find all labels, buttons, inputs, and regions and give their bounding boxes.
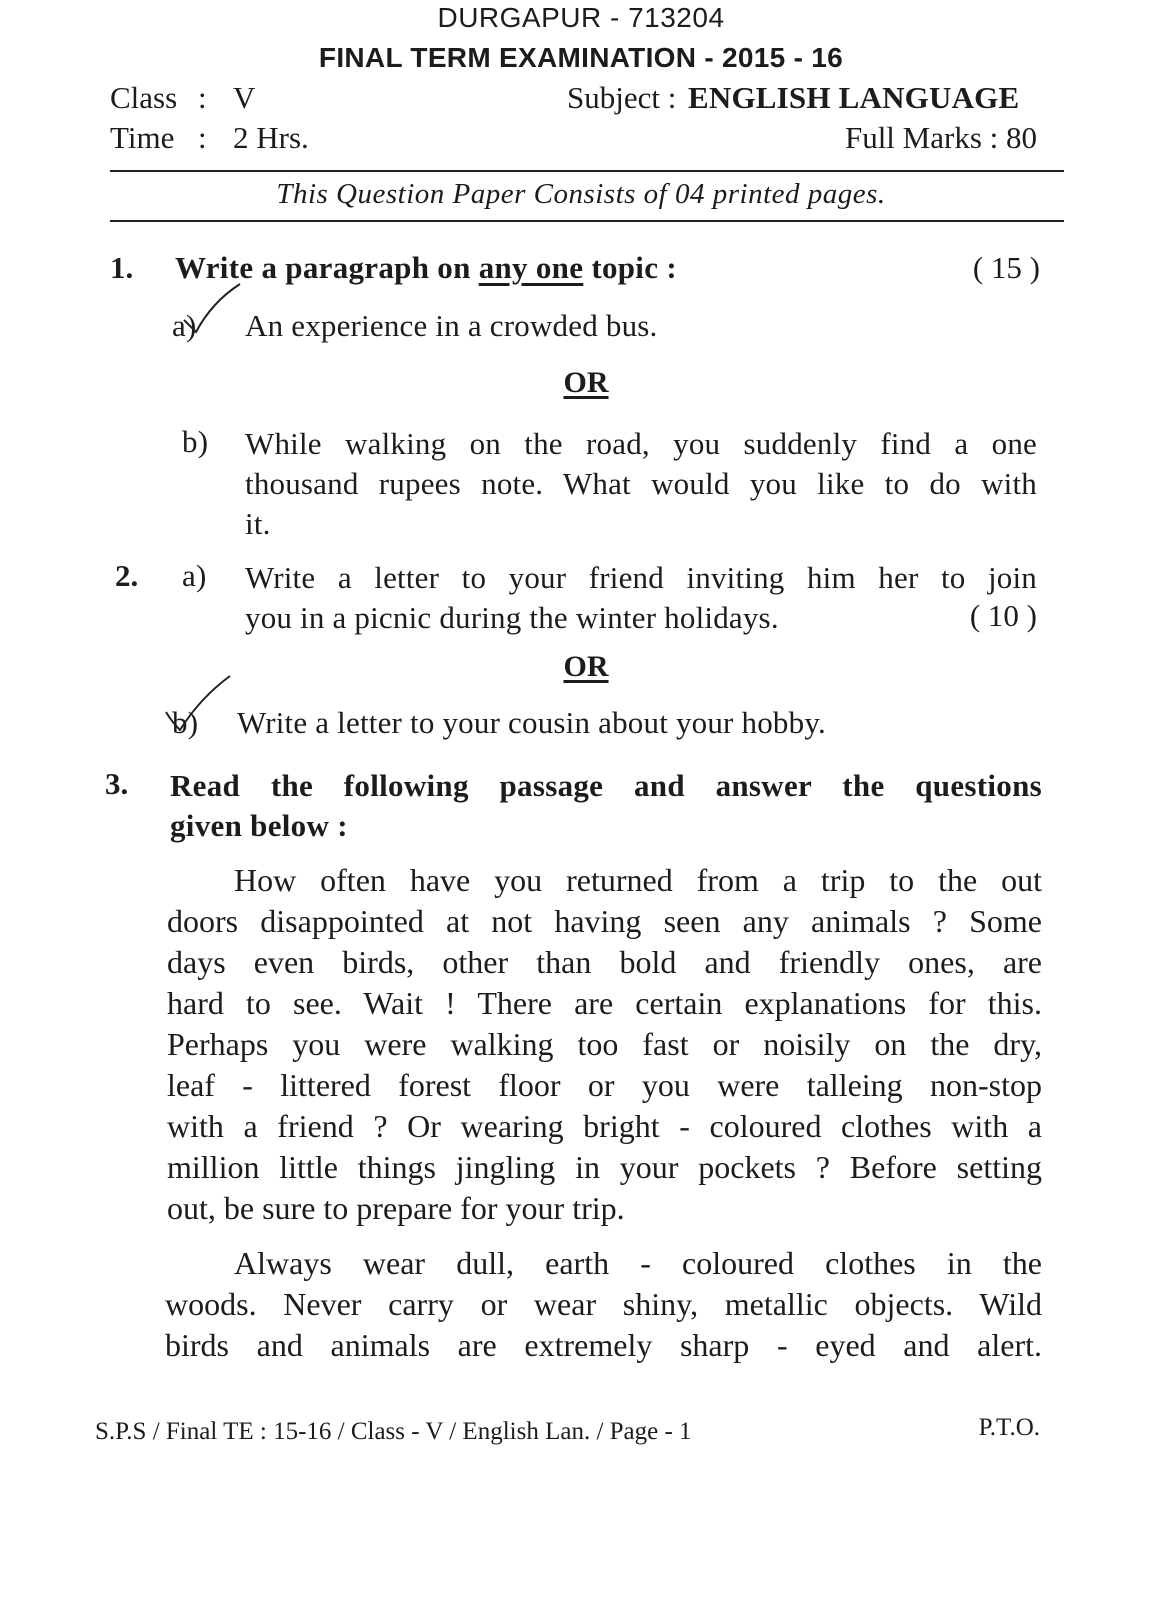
school-city-pin: DURGAPUR - 713204 bbox=[437, 2, 725, 33]
q2-marks: ( 10 ) bbox=[969, 598, 1037, 633]
q2-number: 2. bbox=[115, 558, 139, 593]
footer-pto: P.T.O. bbox=[978, 1414, 1040, 1441]
q2-or: OR bbox=[563, 650, 609, 683]
exam-title: FINAL TERM EXAMINATION - 2015 - 16 bbox=[318, 42, 844, 73]
q3-passage-paragraph-1: How often have you returned from a trip to the out doors disappointed at not having seen any animals ? Some days even birds, other than bold and friendly ones, are hard to see. Wait ! There are certain explanations for this. Perhaps you were walking too fast or noisily on the dry, leaf - littered forest floor or you were talleing non-stop with a friend ? Or wearing bright - coloured clothes with a million little things jingling in your pockets ? Before setting out, be sure to prepare for your trip. bbox=[167, 862, 1042, 1226]
time-value: 2 Hrs. bbox=[233, 120, 309, 155]
class-value: V bbox=[233, 80, 256, 115]
q1-b-text: While walking on the road, you suddenly find a one thousand rupees note. What would you like to do with it. bbox=[245, 426, 1037, 541]
q1-or: OR bbox=[563, 366, 609, 399]
q1-b-label: b) bbox=[182, 424, 209, 459]
q1-marks: ( 15 ) bbox=[972, 250, 1040, 285]
q1-a-label: a) bbox=[172, 308, 197, 343]
q2-b-text: Write a letter to your cousin about your hobby. bbox=[237, 705, 826, 740]
q2-b-label: b) bbox=[172, 705, 199, 740]
class-separator: : bbox=[198, 80, 207, 115]
subject-value: ENGLISH LANGUAGE bbox=[688, 80, 1020, 115]
q1-number: 1. bbox=[110, 250, 134, 285]
subject-label: Subject : bbox=[567, 80, 677, 115]
footer-page-info: S.P.S / Final TE : 15-16 / Class - V / English Lan. / Page - 1 bbox=[95, 1418, 692, 1445]
class-label: Class bbox=[110, 80, 178, 115]
q3-number: 3. bbox=[105, 766, 129, 801]
paper-note: This Question Paper Consists of 04 printed pages. bbox=[276, 178, 886, 210]
q2-a-text: Write a letter to your friend inviting him her to join you in a picnic during the winter holidays. bbox=[245, 560, 1037, 635]
q3-heading: Read the following passage and answer the questions given below : bbox=[170, 768, 1042, 843]
time-separator: : bbox=[198, 120, 207, 155]
q1-heading: Write a paragraph on any one topic : bbox=[175, 250, 677, 285]
q2-a-label: a) bbox=[182, 558, 207, 593]
time-label: Time bbox=[110, 120, 175, 155]
header-rule-top bbox=[110, 170, 1064, 172]
full-marks: Full Marks : 80 bbox=[844, 120, 1037, 155]
tick-mark-icon bbox=[176, 280, 246, 340]
header-rule-bottom bbox=[110, 220, 1064, 222]
q3-passage-paragraph-2: Always wear dull, earth - coloured clothes in the woods. Never carry or wear shiny, metallic objects. Wild birds and animals are extremely sharp - eyed and alert. bbox=[165, 1245, 1042, 1363]
q1-a-text: An experience in a crowded bus. bbox=[245, 308, 658, 343]
